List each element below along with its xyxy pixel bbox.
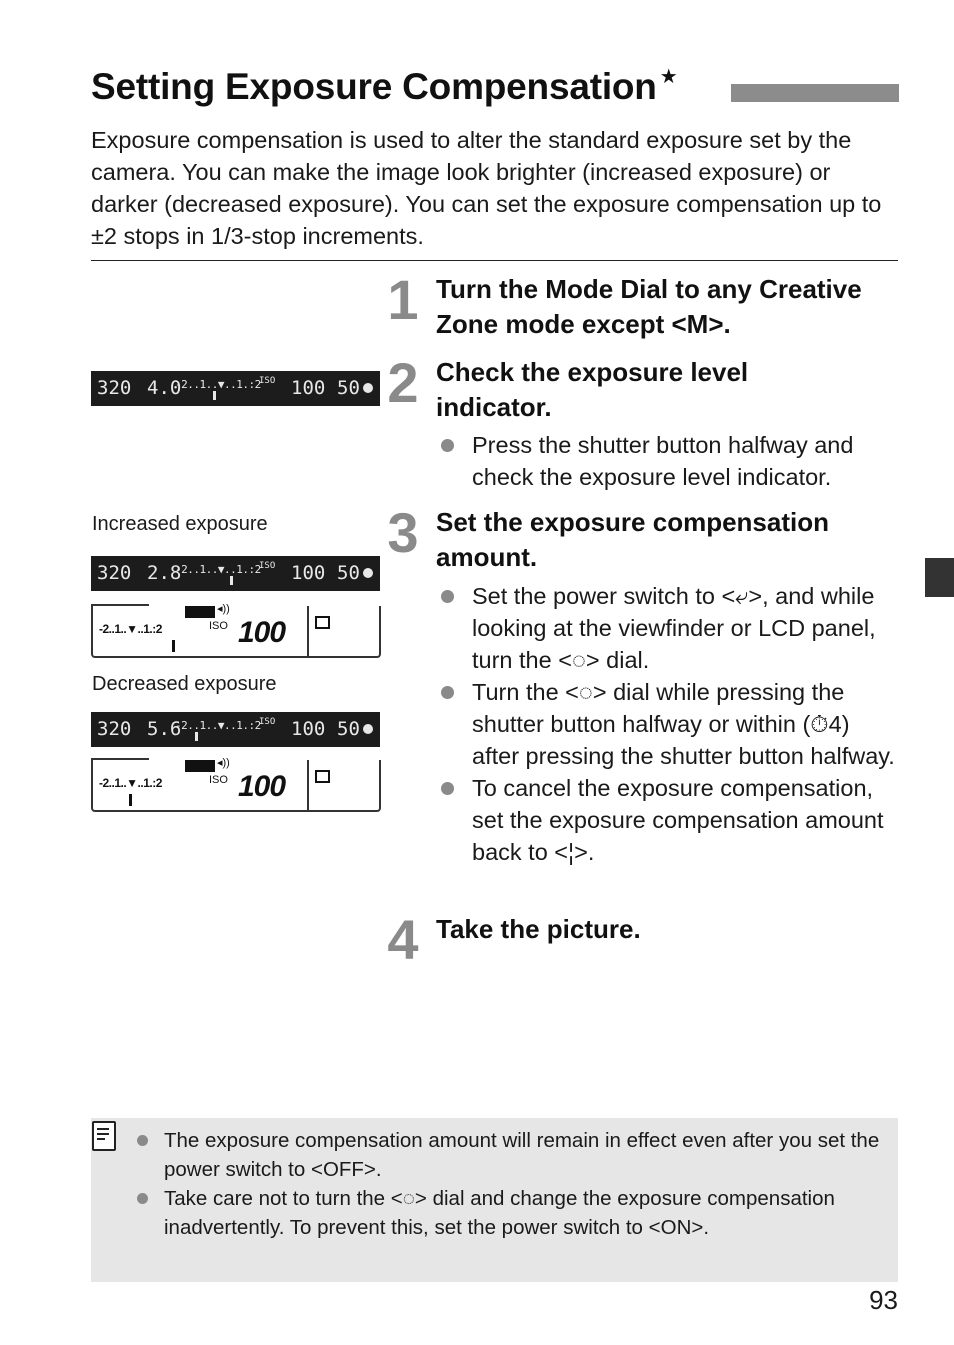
list-item: Set the power switch to <⤶>, and while looking at the viewfinder or LCD panel, turn the <◌> dial.	[436, 580, 901, 676]
lcd-panel-increased	[91, 603, 381, 658]
lcd-edge	[91, 604, 149, 606]
step-3-number: 3	[387, 501, 419, 564]
iso-value: 100	[238, 616, 286, 649]
step-3-heading: Set the exposure compensation amount.	[436, 507, 829, 572]
aperture: 4.0	[147, 377, 182, 399]
step-2-bullets	[436, 429, 901, 493]
beep-icon: ◂))	[217, 603, 230, 615]
exposure-level-marker	[213, 391, 216, 400]
focus-confirmation-icon	[363, 724, 373, 734]
iso-label: ISO	[209, 774, 228, 786]
drive-mode-icon	[315, 770, 330, 783]
shutter-speed: 320	[97, 718, 132, 740]
viewfinder-display-standard	[91, 371, 380, 406]
iso-label: ISO	[259, 376, 276, 386]
exposure-level-marker	[129, 794, 132, 806]
lcd-edge	[91, 758, 149, 760]
lcd-divider	[307, 606, 309, 656]
list-item: The exposure compensation amount will remain in effect even after you set the power switch to <OFF>.	[134, 1126, 894, 1184]
exposure-scale: -2..1..▼..1.:2	[99, 776, 162, 790]
iso-value: 100	[238, 770, 286, 803]
exposure-level-marker	[195, 732, 198, 741]
exposure-scale: -2..1..▼..1.:2	[175, 563, 261, 576]
exposure-scale: -2..1..▼..1.:2	[99, 622, 162, 636]
aperture: 2.8	[147, 562, 182, 584]
page-title: Setting Exposure Compensation ★	[91, 66, 678, 107]
step-4-heading: Take the picture.	[436, 914, 641, 944]
viewfinder-display-increased	[91, 556, 380, 591]
list-item: To cancel the exposure compensation, set the exposure compensation amount back to <¦>.	[436, 772, 901, 868]
iso-label: ISO	[209, 620, 228, 632]
shutter-speed: 320	[97, 377, 132, 399]
page-number: 93	[869, 1285, 898, 1315]
iso-label: ISO	[259, 561, 276, 571]
step-1-heading: Turn the Mode Dial to any Creative Zone mode except <M>.	[436, 274, 862, 339]
beep-icon: ◂))	[217, 757, 230, 769]
step-4-number: 4	[387, 908, 419, 971]
exposure-scale: -2..1..▼..1.:2	[175, 719, 261, 732]
focus-confirmation-icon	[363, 568, 373, 578]
shutter-speed: 320	[97, 562, 132, 584]
iso-value: 100	[291, 718, 326, 740]
battery-icon	[185, 760, 215, 772]
note-list	[134, 1126, 894, 1242]
step-2-number: 2	[387, 351, 419, 414]
increased-exposure-caption: Increased exposure	[92, 513, 268, 535]
list-item: Press the shutter button halfway and check the exposure level indicator.	[436, 429, 901, 493]
chapter-tab	[925, 558, 954, 597]
decreased-exposure-caption: Decreased exposure	[92, 673, 277, 695]
step-3-bullets	[436, 580, 901, 868]
viewfinder-display-decreased	[91, 712, 380, 747]
exposure-scale: -2..1..▼..1.:2	[175, 378, 261, 391]
lcd-panel-decreased	[91, 757, 381, 812]
exposure-level-marker	[172, 640, 175, 652]
iso-value: 100	[291, 562, 326, 584]
focus-confirmation-icon	[363, 383, 373, 393]
memo-icon	[92, 1121, 116, 1151]
divider	[91, 260, 898, 261]
star-icon: ★	[659, 66, 678, 88]
lcd-divider	[307, 760, 309, 810]
list-item: Take care not to turn the <◌> dial and change the exposure compensation inadvertently. To prevent this, set the power switch to <ON>.	[134, 1184, 894, 1242]
step-2-heading: Check the exposure level indicator.	[436, 357, 749, 422]
battery-icon	[185, 606, 215, 618]
step-1-number: 1	[387, 268, 419, 331]
shots-remaining: 50	[337, 377, 360, 399]
exposure-level-marker	[230, 576, 233, 585]
aperture: 5.6	[147, 718, 182, 740]
drive-mode-icon	[315, 616, 330, 629]
list-item: Turn the <◌> dial while pressing the shutter button halfway or within (⏱4) after pressing the shutter button halfway.	[436, 676, 901, 772]
iso-value: 100	[291, 377, 326, 399]
shots-remaining: 50	[337, 718, 360, 740]
shots-remaining: 50	[337, 562, 360, 584]
intro-paragraph: Exposure compensation is used to alter the standard exposure set by the camera. You can make the image look brighter (increased exposure) or darker (decreased exposure). You can set the exposure compensation up to ±2 stops in 1/3-stop increments.	[91, 127, 882, 249]
iso-label: ISO	[259, 717, 276, 727]
title-bar-decoration	[731, 84, 899, 102]
